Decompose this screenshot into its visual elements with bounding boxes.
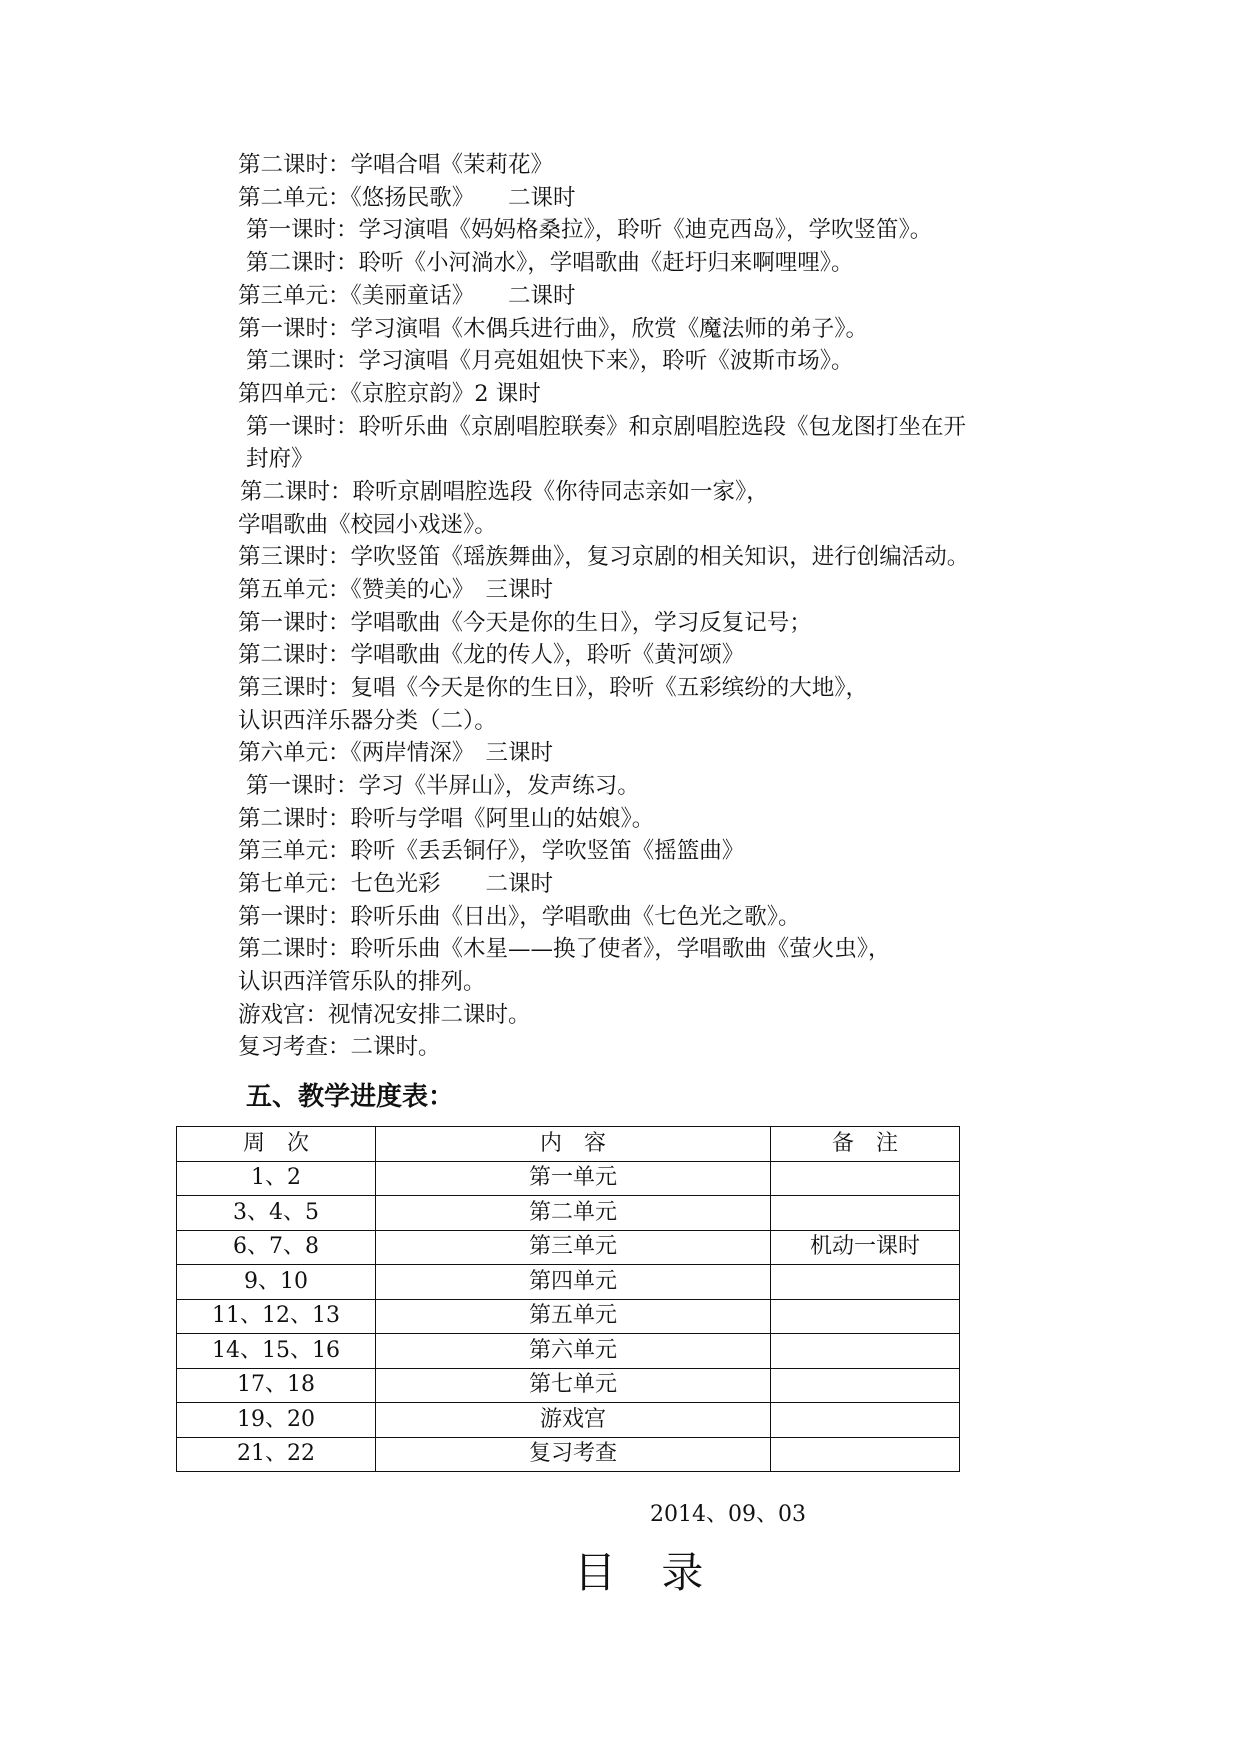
cell-content: 第一单元 [376, 1161, 771, 1196]
plan-line: 第二课时：学唱合唱《茉莉花》 [238, 152, 554, 178]
plan-line: 第一课时：学习演唱《木偶兵进行曲》，欣赏《魔法师的弟子》。 [238, 316, 869, 342]
table-row [177, 1196, 960, 1231]
section-title: 五、教学进度表： [246, 1082, 455, 1112]
table-row [177, 1334, 960, 1369]
cell-note: 机动一课时 [771, 1230, 960, 1265]
cell-week: 19、20 [177, 1403, 376, 1438]
plan-line: 第四单元：《京腔京韵》2 课时 [238, 381, 541, 407]
plan-line: 第一课时：聆听乐曲《日出》，学唱歌曲《七色光之歌》。 [238, 904, 801, 930]
cell-week: 14、15、16 [177, 1334, 376, 1369]
plan-line: 复习考查：二课时。 [238, 1034, 441, 1060]
plan-line: 认识西洋乐器分类（二）。 [238, 708, 497, 734]
table-row [177, 1437, 960, 1472]
cell-content: 第七单元 [376, 1368, 771, 1403]
table-row [177, 1161, 960, 1196]
cell-note [771, 1265, 960, 1300]
cell-note [771, 1437, 960, 1472]
plan-line: 第二课时：聆听京剧唱腔选段《你待同志亲如一家》， [240, 479, 769, 505]
cell-content: 第四单元 [376, 1265, 771, 1300]
cell-note [771, 1299, 960, 1334]
cell-content: 第五单元 [376, 1299, 771, 1334]
plan-line: 第二课时：聆听与学唱《阿里山的姑娘》。 [238, 806, 655, 832]
table-row [177, 1265, 960, 1300]
plan-line: 第二课时：学唱歌曲《龙的传人》，聆听《黄河颂》 [238, 642, 745, 668]
cell-week: 17、18 [177, 1368, 376, 1403]
plan-line: 第二课时：聆听《小河淌水》，学唱歌曲《赶圩归来啊哩哩》。 [246, 250, 854, 276]
plan-line: 第三单元：聆听《丢丢铜仔》，学吹竖笛《摇篮曲》 [238, 838, 745, 864]
plan-line: 第二课时：聆听乐曲《木星——换了使者》，学唱歌曲《萤火虫》， [238, 936, 891, 962]
table-header-row [177, 1127, 960, 1162]
header-week: 周 次 [177, 1127, 376, 1162]
cell-content: 第三单元 [376, 1230, 771, 1265]
plan-line: 第六单元：《两岸情深》 三课时 [238, 740, 554, 766]
cell-week: 3、4、5 [177, 1196, 376, 1231]
plan-line: 学唱歌曲《校园小戏迷》。 [238, 512, 497, 538]
cell-week: 6、7、8 [177, 1230, 376, 1265]
schedule-table [176, 1126, 960, 1472]
plan-line: 第二课时：学习演唱《月亮姐姐快下来》，聆听《波斯市场》。 [246, 348, 854, 374]
cell-note [771, 1161, 960, 1196]
plan-line: 第二单元：《悠扬民歌》 二课时 [238, 185, 576, 211]
plan-line: 第一课时：学习《半屏山》，发声练习。 [246, 773, 640, 799]
cell-content: 复习考查 [376, 1437, 771, 1472]
cell-content: 游戏宫 [376, 1403, 771, 1438]
cell-content: 第六单元 [376, 1334, 771, 1369]
cell-week: 1、2 [177, 1161, 376, 1196]
plan-line: 第七单元：七色光彩 二课时 [238, 871, 554, 897]
cell-week: 11、12、13 [177, 1299, 376, 1334]
cell-note [771, 1403, 960, 1438]
plan-line: 第一课时：学习演唱《妈妈格桑拉》，聆听《迪克西岛》，学吹竖笛》。 [246, 217, 933, 243]
plan-line: 第五单元：《赞美的心》 三课时 [238, 577, 554, 603]
cell-week: 21、22 [177, 1437, 376, 1472]
cell-note [771, 1334, 960, 1369]
table-row [177, 1299, 960, 1334]
document-date: 2014、09、03 [650, 1502, 806, 1527]
cell-note [771, 1368, 960, 1403]
table-row [177, 1403, 960, 1438]
toc-title: 目 录 [574, 1548, 720, 1597]
plan-line: 第三课时：学吹竖笛《瑶族舞曲》，复习京剧的相关知识，进行创编活动。 [238, 544, 970, 570]
header-content: 内 容 [376, 1127, 771, 1162]
plan-line: 第三课时：复唱《今天是你的生日》，聆听《五彩缤纷的大地》， [238, 675, 869, 701]
table-row [177, 1230, 960, 1265]
table-row [177, 1368, 960, 1403]
plan-line: 封府》 [246, 446, 314, 472]
plan-line: 第一课时：学唱歌曲《今天是你的生日》，学习反复记号； [238, 610, 812, 636]
plan-line: 第一课时：聆听乐曲《京剧唱腔联奏》和京剧唱腔选段《包龙图打坐在开 [246, 414, 967, 440]
header-note: 备 注 [771, 1127, 960, 1162]
plan-line: 第三单元：《美丽童话》 二课时 [238, 283, 576, 309]
cell-content: 第二单元 [376, 1196, 771, 1231]
cell-week: 9、10 [177, 1265, 376, 1300]
plan-line: 游戏宫：视情况安排二课时。 [238, 1002, 531, 1028]
plan-line: 认识西洋管乐队的排列。 [238, 969, 486, 995]
cell-note [771, 1196, 960, 1231]
